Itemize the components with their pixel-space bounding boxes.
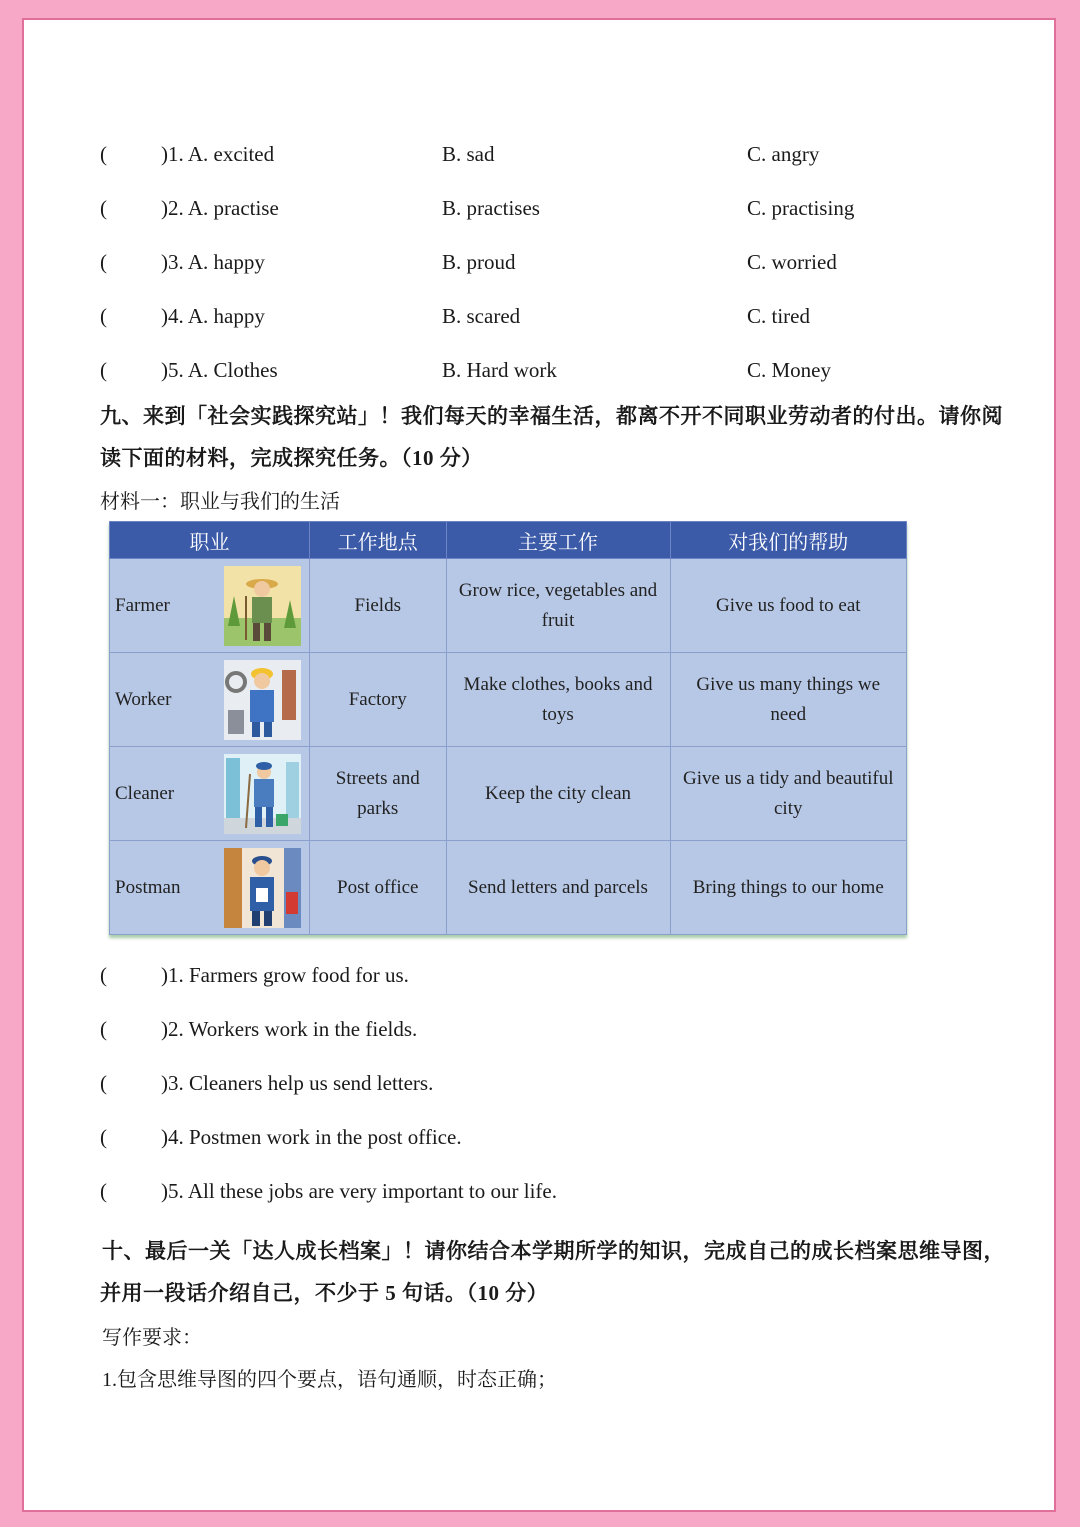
option-a: )1. A. excited: [161, 142, 275, 166]
statement-text: )4. Postmen work in the post office.: [161, 1125, 462, 1149]
section-9-heading: 九、来到「社会实践探究站」！我们每天的幸福生活，都离不开不同职业劳动者的付出。请你阅: [100, 404, 1003, 428]
option-c: C. practising: [747, 196, 855, 220]
job-cell: [110, 747, 310, 841]
answer-paren[interactable]: (: [100, 1071, 107, 1095]
answer-paren[interactable]: (: [100, 358, 107, 382]
job-name: Postman: [115, 876, 181, 898]
job-cell: [110, 841, 310, 935]
section-10-heading-cont: 并用一段话介绍自己，不少于 5 句话。（10 分）: [100, 1281, 549, 1305]
worker-illustration: [224, 660, 301, 740]
work-cell: Send letters and parcels: [446, 841, 670, 935]
statement-text: )2. Workers work in the fields.: [161, 1017, 418, 1041]
option-b: B. proud: [442, 250, 516, 274]
jobs-table: [109, 521, 907, 935]
option-a: )2. A. practise: [161, 196, 279, 220]
option-b: B. scared: [442, 304, 521, 328]
farmer-illustration: [224, 566, 301, 646]
statement-text: )5. All these jobs are very important to our life.: [161, 1179, 557, 1203]
option-a: )4. A. happy: [161, 304, 265, 328]
option-a: )5. A. Clothes: [161, 358, 278, 382]
postman-illustration: [224, 848, 301, 928]
header-job: 职业: [110, 522, 310, 559]
answer-paren[interactable]: (: [100, 1017, 107, 1041]
job-name: Cleaner: [115, 782, 175, 804]
job-cell: [110, 559, 310, 653]
option-c: C. tired: [747, 304, 810, 328]
cleaner-illustration: [224, 754, 301, 834]
place-cell: Fields: [310, 559, 447, 653]
table-row: [110, 747, 907, 841]
option-c: C. worried: [747, 250, 837, 274]
answer-paren[interactable]: (: [100, 304, 107, 328]
header-work: 主要工作: [446, 522, 670, 559]
statement-text: )1. Farmers grow food for us.: [161, 963, 409, 987]
job-name: Worker: [115, 688, 172, 710]
section-10-heading: 十、最后一关「达人成长档案」！请你结合本学期所学的知识，完成自己的成长档案思维导图，: [102, 1239, 1005, 1263]
writing-requirement-1: 1.包含思维导图的四个要点，语句通顺，时态正确；: [102, 1369, 557, 1391]
table-row: [110, 559, 907, 653]
work-cell: Make clothes, books and toys: [446, 653, 670, 747]
worksheet-page: [22, 18, 1056, 1512]
answer-paren[interactable]: (: [100, 1125, 107, 1149]
answer-paren[interactable]: (: [100, 250, 107, 274]
table-row: [110, 653, 907, 747]
table-header-row: [110, 522, 907, 559]
answer-paren[interactable]: (: [100, 142, 107, 166]
table-row: [110, 841, 907, 935]
answer-paren[interactable]: (: [100, 196, 107, 220]
help-cell: Bring things to our home: [670, 841, 906, 935]
option-c: C. angry: [747, 142, 820, 166]
work-cell: Keep the city clean: [446, 747, 670, 841]
place-cell: Factory: [310, 653, 447, 747]
header-help: 对我们的帮助: [670, 522, 906, 559]
answer-paren[interactable]: (: [100, 963, 107, 987]
material-label: 材料一：职业与我们的生活: [100, 491, 340, 513]
statement-text: )3. Cleaners help us send letters.: [161, 1071, 434, 1095]
job-cell: [110, 653, 310, 747]
job-name: Farmer: [115, 594, 170, 616]
option-b: B. practises: [442, 196, 540, 220]
help-cell: Give us food to eat: [670, 559, 906, 653]
help-cell: Give us a tidy and beautiful city: [670, 747, 906, 841]
section-9-heading-cont: 读下面的材料，完成探究任务。（10 分）: [100, 446, 483, 470]
option-b: B. Hard work: [442, 358, 557, 382]
option-a: )3. A. happy: [161, 250, 265, 274]
header-place: 工作地点: [310, 522, 447, 559]
help-cell: Give us many things we need: [670, 653, 906, 747]
place-cell: Post office: [310, 841, 447, 935]
option-b: B. sad: [442, 142, 495, 166]
place-cell: Streets and parks: [310, 747, 447, 841]
answer-paren[interactable]: (: [100, 1179, 107, 1203]
work-cell: Grow rice, vegetables and fruit: [446, 559, 670, 653]
writing-requirements-label: 写作要求：: [102, 1327, 202, 1349]
option-c: C. Money: [747, 358, 831, 382]
